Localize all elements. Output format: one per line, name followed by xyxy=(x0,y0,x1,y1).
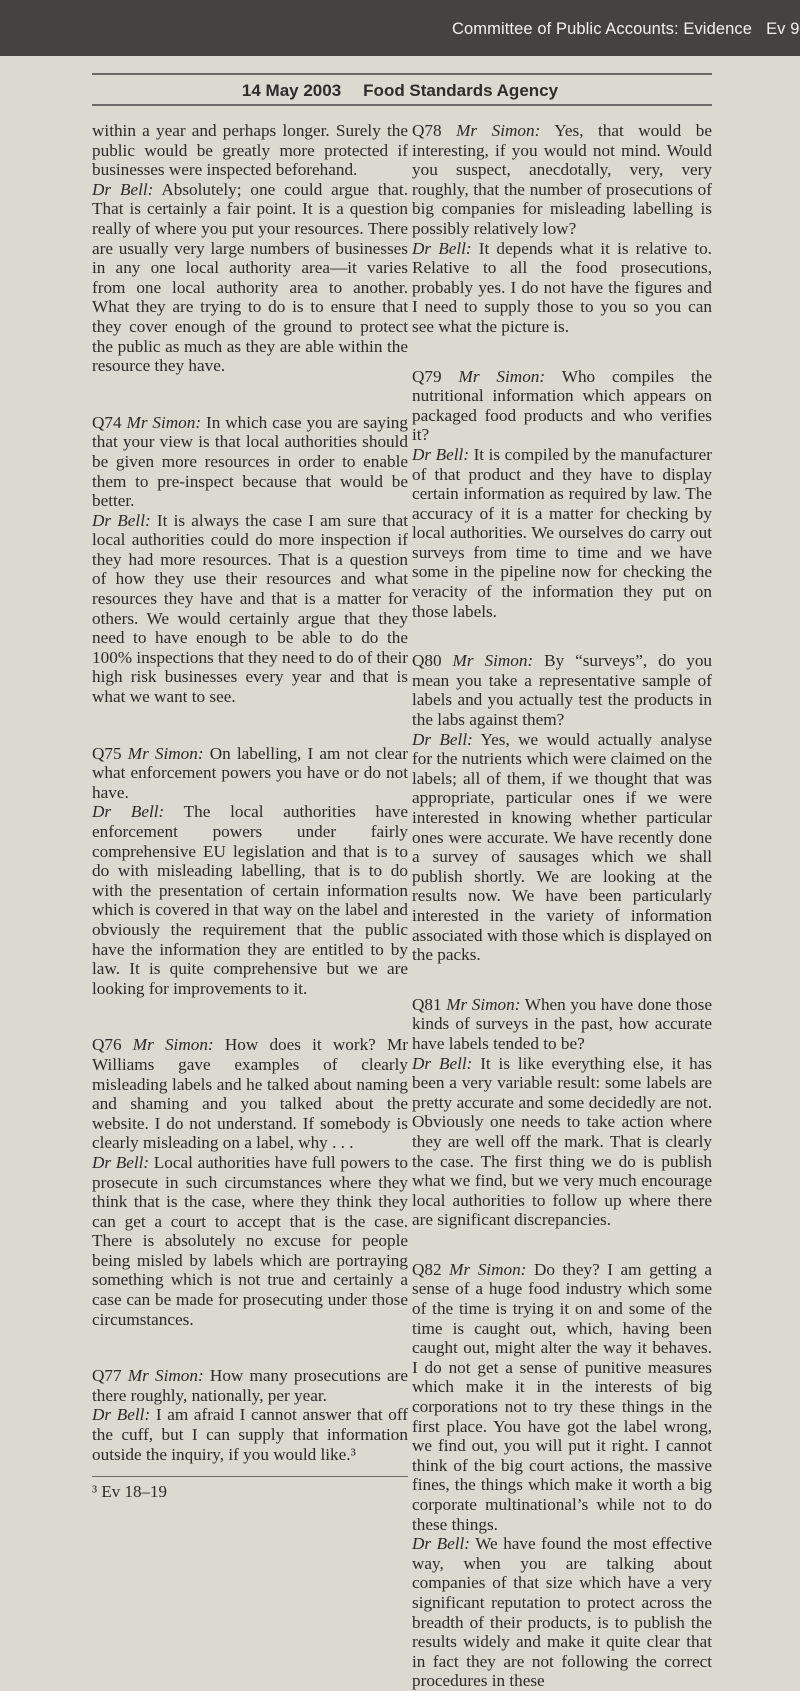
speaker-name: Dr Bell: xyxy=(412,729,473,749)
speaker-name: Dr Bell: xyxy=(412,1534,471,1554)
answer-paragraph xyxy=(92,180,408,376)
answer-paragraph xyxy=(92,1153,408,1329)
paragraph-text: By “surveys”, do you mean you take a representative sample of labels and you actually test the products in the labs against them? xyxy=(412,651,713,730)
left-column xyxy=(92,121,408,1502)
question-paragraph xyxy=(412,995,712,1054)
speaker-name: Mr Simon: xyxy=(127,1366,204,1386)
answer-paragraph xyxy=(412,1534,712,1691)
paragraph-text: On labelling, I am not clear what enforcement powers you have or do not have. xyxy=(92,743,408,802)
question-number: Q77 xyxy=(92,1366,128,1386)
paragraph-text: The local authorities have enforcement powers under fairly comprehensive EU legislation and that is to do with misleading labelling, that is to do with the presentation of certain information which is covered in that way on the label and obviously the requirement that the public have the information they are entitled to by law. It is quite comprehensive but we are looking for improvements to it. xyxy=(92,802,408,998)
question-paragraph xyxy=(92,744,408,803)
paragraph-text: Do they? I am getting a sense of a huge food industry which some of the time is trying it on and some of the time is caught out, which, having been caught out, might alter the way it behaves. I do not get a sense of punitive measures which make it in the interests of big corporations not to try these things in the first place. You have got the label wrong, we find out, you will put it right. I cannot think of the big court actions, the massive fines, the things which make it worth a big corporate multinational’s while not to do these things. xyxy=(412,1259,712,1534)
session-date: 14 May 2003 xyxy=(241,81,342,100)
question-number: Q74 xyxy=(92,412,127,432)
speaker-name: Dr Bell: xyxy=(92,179,154,199)
paragraph-text: How does it work? Mr Williams gave examples of clearly misleading labels and he talked about naming and shaming and you talked about the website. I do not understand. If somebody is clearly misleading on a label, why . . . xyxy=(92,1035,408,1153)
question-number: Q76 xyxy=(92,1035,133,1055)
speaker-name: Dr Bell: xyxy=(412,444,470,464)
speaker-name: Mr Simon: xyxy=(127,743,204,763)
speaker-name: Mr Simon: xyxy=(458,366,546,386)
speaker-name: Dr Bell: xyxy=(412,1053,473,1073)
paragraph-text: Yes, that would be interesting, if you would not mind. Would you suspect, anecdotally, very, very roughly, that the number of prosecutions of big companies for misleading labelling is possibly relatively low? xyxy=(412,121,712,238)
question-number: Q80 xyxy=(412,651,453,671)
paragraph-text: It depends what it is relative to. Relative to all the food prosecutions, probably yes. I do not have the figures and I need to supply those to you so you can see what the picture is. xyxy=(412,238,712,336)
paragraph-text: I am afraid I cannot answer that off the cuff, but I can supply that information outside the inquiry, if you would like.³ xyxy=(92,1405,408,1464)
answer-paragraph xyxy=(92,121,408,180)
question-paragraph xyxy=(92,1366,408,1405)
speaker-name: Dr Bell: xyxy=(92,1152,150,1172)
question-paragraph xyxy=(412,121,712,239)
answer-paragraph xyxy=(92,511,408,707)
answer-paragraph xyxy=(92,802,408,998)
section-header xyxy=(0,81,800,101)
paragraph-text: Yes, we would actually analyse for the nutrients which were claimed on the labels; all of them, if we thought that was appropriate, particular ones if we were interested in knowing whether particular ones were accurate. We have recently done a survey of sausages which we shall publish shortly. We are looking at the results now. We have been particularly interested in the variety of information associated with those which is displayed on the packs. xyxy=(412,729,712,965)
running-header-title: Committee of Public Accounts: Evidence Ev 9 xyxy=(452,20,800,38)
paragraph-text: Local authorities have full powers to prosecute in such circumstances where they think that is the case, where they think they can get a court to accept that is the case. There is absolutely no excuse for people being misled by labels which are portraying something which is not true and certainly a case can be made for prosecuting under those circumstances. xyxy=(92,1152,408,1329)
answer-paragraph xyxy=(412,730,712,965)
question-number: Q79 xyxy=(412,366,459,386)
question-number: Q78 xyxy=(412,121,457,140)
speaker-name: Dr Bell: xyxy=(412,238,472,258)
header-rule-top xyxy=(92,73,712,75)
paragraph-text: within a year and perhaps longer. Surely the public would be greatly more protected if businesses were inspected beforehand. xyxy=(92,121,408,180)
speaker-name: Mr Simon: xyxy=(126,412,202,432)
speaker-name: Dr Bell: xyxy=(92,1405,151,1425)
paragraph-text: When you have done those kinds of surveys in the past, how accurate have labels tended to be? xyxy=(412,994,712,1053)
speaker-name: Dr Bell: xyxy=(92,802,165,822)
paragraph-text: How many prosecutions are there roughly, nationally, per year. xyxy=(92,1366,408,1405)
question-paragraph xyxy=(412,651,712,729)
paragraph-text: It is compiled by the manufacturer of that product and they have to display certain information as required by law. The accuracy of it is a matter for checking by local authorities. We ourselves do carry out surveys from time to time and we have some in the pipeline now for checking the veracity of the information they put on those labels. xyxy=(412,444,712,621)
question-number: Q75 xyxy=(92,743,128,763)
question-paragraph xyxy=(92,1035,408,1153)
organisation-name: Food Standards Agency xyxy=(363,81,559,100)
question-paragraph xyxy=(92,413,408,511)
footnote: ³ Ev 18–19 xyxy=(92,1482,167,1502)
answer-paragraph xyxy=(92,1405,408,1464)
question-number: Q81 xyxy=(412,994,447,1014)
footnote-rule xyxy=(92,1476,408,1477)
speaker-name: Mr Simon: xyxy=(132,1035,214,1055)
question-paragraph xyxy=(412,1260,712,1534)
paragraph-text: It is always the case I am sure that local authorities could do more inspection if they had more resources. That is a question of how they use their resources and what resources they have and that is a matter for others. We would certainly argue that they need to have enough to be able to do the 100% inspections that they need to do of their high risk businesses every year and that is what we want to see. xyxy=(92,510,408,707)
paragraph-text: It is like everything else, it has been a very variable result: some labels are pretty accurate and some decidedly are not. Obviously one needs to take action where they are well off the mark. That is clearly the case. The first thing we do is publish what we find, but we very much encourage local authorities to follow up where there are significant discrepancies. xyxy=(412,1053,712,1230)
running-header xyxy=(0,0,800,56)
answer-paragraph xyxy=(412,445,712,621)
answer-paragraph xyxy=(412,1054,712,1230)
paragraph-text: In which case you are saying that your view is that local authorities should be given more resources in order to enable them to pre-inspect because that would be better. xyxy=(92,412,408,511)
speaker-name: Dr Bell: xyxy=(92,510,151,530)
answer-paragraph xyxy=(412,239,712,337)
speaker-name: Mr Simon: xyxy=(452,651,534,671)
paragraph-text: We have found the most effective way, when you are talking about companies of that size which have a very significant reputation to protect across the breadth of their products, is to publish the results widely and make it quite clear that in fact they are not following the correct procedures in these xyxy=(412,1534,712,1691)
question-number: Q82 xyxy=(412,1259,450,1279)
speaker-name: Mr Simon: xyxy=(456,121,541,140)
paragraph-text: Absolutely; one could argue that. That is certainly a fair point. It is a question really of where you put your resources. There are usually very large numbers of businesses in any one local authority area—it varies from one local authority area to another. What they are trying to do is to ensure that they cover enough of the ground to protect the public as much as they are able within the resource they have. xyxy=(92,179,408,376)
paragraph-text: Who compiles the nutritional information which appears on packaged food products and who verifies it? xyxy=(412,366,712,445)
speaker-name: Mr Simon: xyxy=(446,994,521,1014)
right-column xyxy=(412,121,713,1691)
speaker-name: Mr Simon: xyxy=(449,1259,527,1279)
header-rule-bottom xyxy=(92,104,712,106)
question-paragraph xyxy=(412,367,712,445)
